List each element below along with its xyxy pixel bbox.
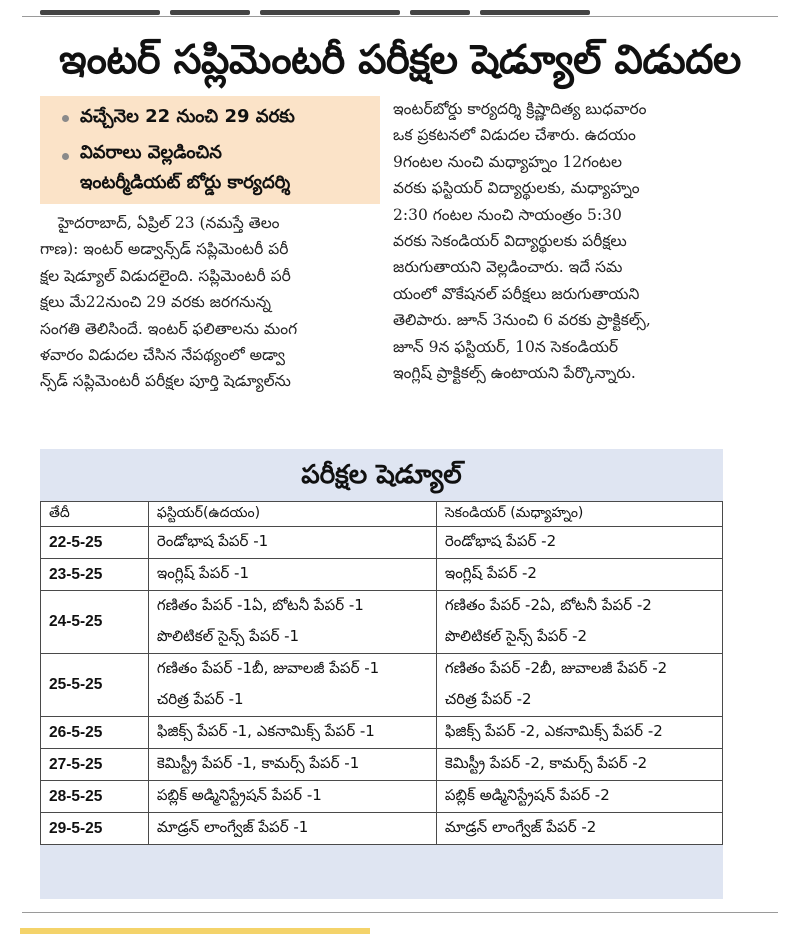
row-second-year: ఫిజిక్స్ పేపర్ -2, ఎకనామిక్స్ పేపర్ -2 [436,717,722,749]
cropped-previous-text [40,0,760,10]
article-line: సంగతి తెలిసిందే. ఇంటర్ ఫలితాలను మంగ [40,319,298,338]
highlight-item: వివరాలు వెల్లడించిన [80,142,222,163]
row-first-year: రెండోభాష పేపర్ -1 [148,527,436,559]
row-first-year: గణితం పేపర్ -1ఏ, బోటనీ పేపర్ -1 [148,591,436,623]
row-second-year: కెమిస్ట్రీ పేపర్ -2, కామర్స్ పేపర్ -2 [436,749,722,781]
table-row [41,559,723,591]
row-second-year: మాడ్రన్ లాంగ్వేజ్ పేపర్ -2 [436,813,722,845]
article-line: తెలిపారు. జూన్ 3నుంచి 6 వరకు ప్రాక్టికల్స్, [393,311,651,330]
table-row [41,781,723,813]
table-row [41,717,723,749]
article-line: ఇంగ్లిష్ ప్రాక్టికల్స్ ఉంటాయని పేర్కొన్నారు. [393,364,636,383]
row-first-year: కెమిస్ట్రీ పేపర్ -1, కామర్స్ పేపర్ -1 [148,749,436,781]
row-date: 23-5-25 [41,559,149,591]
row-first-year: పొలిటికల్ సైన్స్ పేపర్ -1 [148,622,436,654]
table-header-row [41,502,723,527]
article-right-column [393,96,738,386]
row-first-year: పబ్లిక్ అడ్మినిస్ట్రేషన్ పేపర్ -1 [148,781,436,813]
table-row [41,591,723,623]
row-second-year: పొలిటికల్ సైన్స్ పేపర్ -2 [436,622,722,654]
table-row [41,813,723,845]
row-second-year: ఇంగ్లిష్ పేపర్ -2 [436,559,722,591]
row-date: 22-5-25 [41,527,149,559]
table-row [41,527,723,559]
row-date: 29-5-25 [41,813,149,845]
highlight-item: వచ్చేనెల 22 నుంచి 29 వరకు [80,106,295,127]
article-line: 9గంటల నుంచి మధ్యాహ్నం 12గంటల [393,152,622,171]
article-line: ళవారం విడుదల చేసిన నేపథ్యంలో అడ్వా [40,346,285,365]
schedule-panel [40,449,723,899]
row-second-year: గణితం పేపర్ -2బీ, జువాలజీ పేపర్ -2 [436,654,722,686]
top-rule [22,16,778,17]
article-line: యంలో వొకేషనల్ పరీక్షలు జరుగుతాయని [393,284,640,303]
article-left-column [40,210,380,395]
article-line: జరుగుతాయని వెల్లడించారు. ఇదే సమ [393,258,623,277]
schedule-table [40,501,723,845]
article-line: వరకు ఫస్టియర్ విద్యార్థులకు, మధ్యాహ్నం [393,179,640,198]
article-line: న్స్‌డ్ సప్లిమెంటరీ పరీక్షల పూర్తి షెడ్యూల్‌ను [40,372,291,391]
header-date: తేదీ [41,502,149,527]
article-line: జూన్ 9న ఫస్టియర్, 10న సెకండియర్ [393,337,619,356]
bottom-rule [22,912,778,913]
highlights-box [40,96,380,204]
table-row [41,654,723,686]
row-first-year: ఫిజిక్స్ పేపర్ -1, ఎకనామిక్స్ పేపర్ -1 [148,717,436,749]
row-first-year: చరిత్ర పేపర్ -1 [148,685,436,717]
article-line: ఒక ప్రకటనలో విడుదల చేశారు. ఉదయం [393,126,636,145]
row-second-year: పబ్లిక్ అడ్మినిస్ట్రేషన్ పేపర్ -2 [436,781,722,813]
row-second-year: గణితం పేపర్ -2ఏ, బోటనీ పేపర్ -2 [436,591,722,623]
article-line: క్షల షెడ్యూల్ విడుదలైంది. సప్లిమెంటరీ పరీ [40,266,291,285]
row-date: 28-5-25 [41,781,149,813]
header-first-year: ఫస్టియర్(ఉదయం) [148,502,436,527]
article-line: ఇంటర్‌బోర్డు కార్యదర్శి క్రిష్ణాదిత్య బుధవారం [393,100,647,118]
bullet-icon [62,115,69,122]
row-date: 27-5-25 [41,749,149,781]
header-second-year: సెకండియర్ (మధ్యాహ్నం) [436,502,722,527]
article-line: హైదరాబాద్, ఏప్రిల్ 23 (నమస్తే తెలం [58,214,280,232]
article-line: గాణ): ఇంటర్ అడ్వాన్స్‌డ్ సప్లిమెంటరీ పరీ [40,240,289,259]
row-first-year: గణితం పేపర్ -1బీ, జువాలజీ పేపర్ -1 [148,654,436,686]
row-second-year: చరిత్ర పేపర్ -2 [436,685,722,717]
article-line: వరకు సెకండియర్ విద్యార్థులకు పరీక్షలు [393,232,627,251]
row-first-year: ఇంగ్లిష్ పేపర్ -1 [148,559,436,591]
article-line: క్షలు మే22నుంచి 29 వరకు జరగనున్న [40,293,271,312]
cropped-next-banner [20,928,370,934]
row-date: 24-5-25 [41,591,149,654]
row-second-year: రెండోభాష పేపర్ -2 [436,527,722,559]
headline: ఇంటర్ సప్లిమెంటరీ పరీక్షల షెడ్యూల్ విడుదల [59,37,741,83]
row-date: 25-5-25 [41,654,149,717]
table-row [41,749,723,781]
schedule-title: పరీక్షల షెడ్యూల్ [301,460,462,490]
row-date: 26-5-25 [41,717,149,749]
highlight-item: ఇంటర్మీడియట్ బోర్డు కార్యదర్శి [80,172,291,193]
article-line: 2:30 గంటల నుంచి సాయంత్రం 5:30 [393,205,622,224]
row-first-year: మాడ్రన్ లాంగ్వేజ్ పేపర్ -1 [148,813,436,845]
bullet-icon [62,153,69,160]
